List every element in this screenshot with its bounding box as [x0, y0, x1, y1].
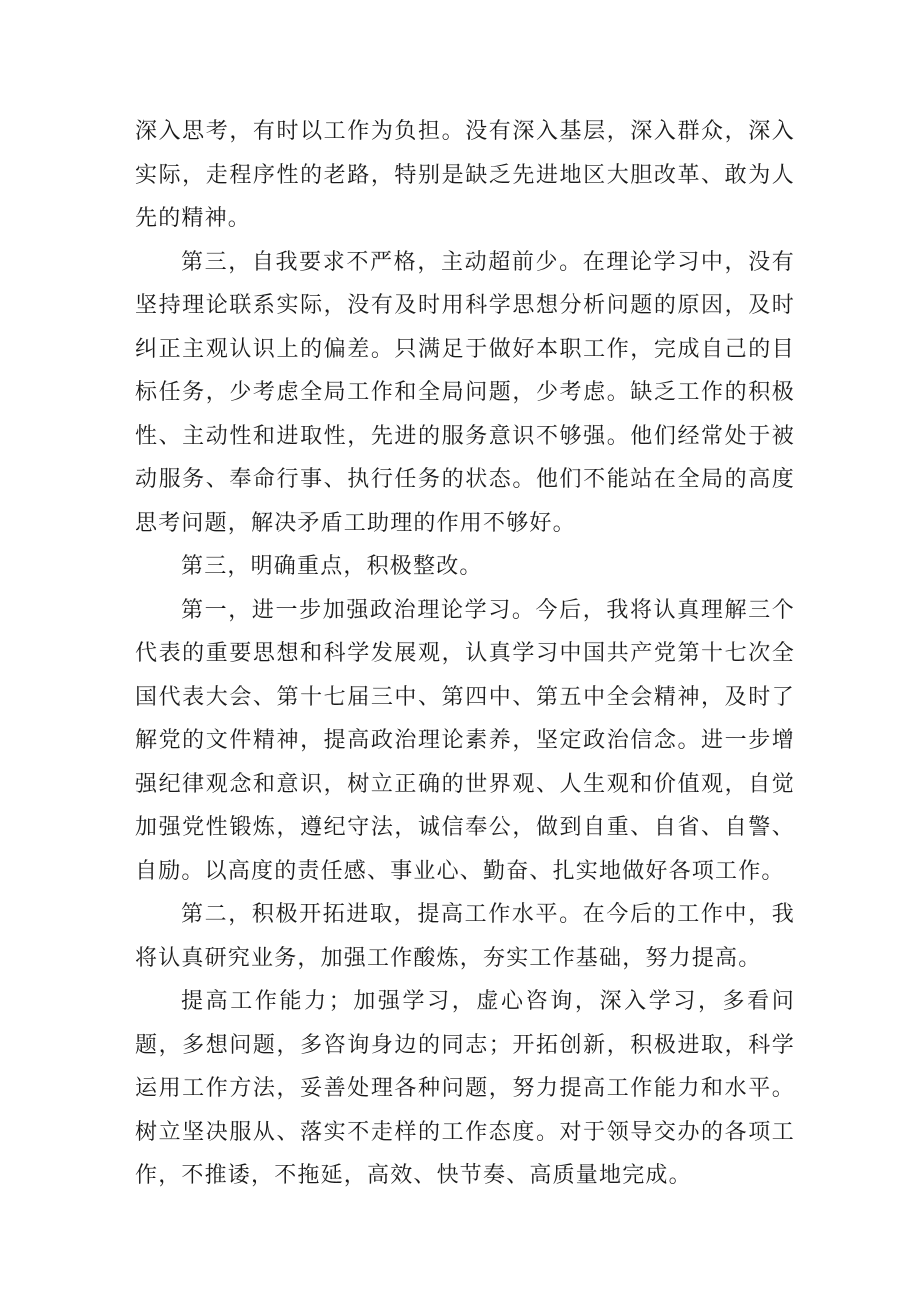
paragraph-5: 第二，积极开拓进取，提高工作水平。在今后的工作中，我将认真研究业务，加强工作酸炼，夯实工作基础，努力提高。	[135, 902, 795, 971]
paragraph-3-heading: 第三，明确重点，积极整改。	[181, 554, 483, 579]
document-body	[135, 110, 795, 1198]
paragraph-2: 第三，自我要求不严格，主动超前少。在理论学习中，没有坚持理论联系实际，没有及时用科学思想分析问题的原因，及时纠正主观认识上的偏差。只满足于做好本职工作，完成自己的目标任务，少考虑全局工作和全局问题，少考虑。缺乏工作的积极性、主动性和进取性，先进的服务意识不够强。他们经常处于被动服务、奉命行事、执行任务的状态。他们不能站在全局的高度思考问题，解决矛盾工助理的作用不够好。	[135, 249, 795, 536]
paragraph-6: 提高工作能力；加强学习，虚心咨询，深入学习，多看问题，多想问题，多咨询身边的同志；开拓创新，积极进取，科学运用工作方法，妥善处理各种问题，努力提高工作能力和水平。树立坚决服从、落实不走样的工作态度。对于领导交办的各项工作，不推诿，不拖延，高效、快节奏、高质量地完成。	[135, 989, 795, 1188]
paragraph-4: 第一，进一步加强政治理论学习。今后，我将认真理解三个代表的重要思想和科学发展观，认真学习中国共产党第十七次全国代表大会、第十七届三中、第四中、第五中全会精神，及时了解党的文件精神，提高政治理论素养，坚定政治信念。进一步增强纪律观念和意识，树立正确的世界观、人生观和价值观，自觉加强党性锻炼，遵纪守法，诚信奉公，做到自重、自省、自警、自励。以高度的责任感、事业心、勤奋、扎实地做好各项工作。	[135, 597, 795, 884]
paragraph-1: 深入思考，有时以工作为负担。没有深入基层，深入群众，深入实际，走程序性的老路，特别是缺乏先进地区大胆改革、敢为人先的精神。	[135, 119, 795, 231]
